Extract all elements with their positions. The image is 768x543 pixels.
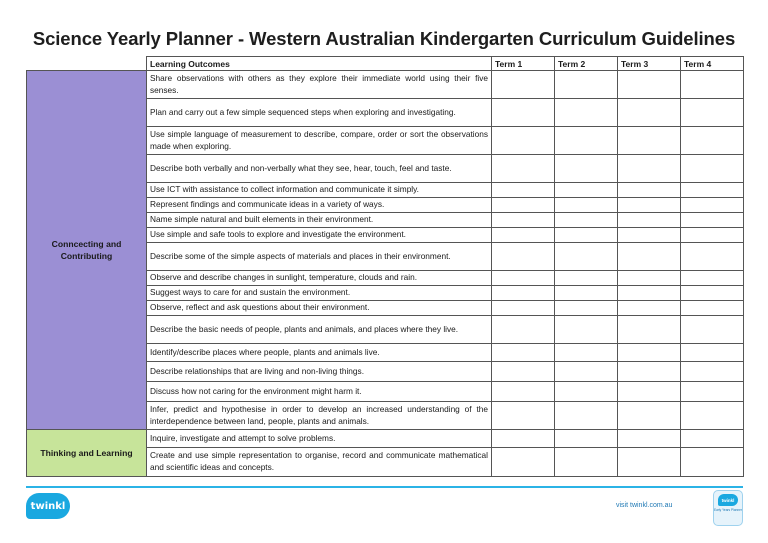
term-cell[interactable] xyxy=(555,99,618,127)
term-cell[interactable] xyxy=(492,127,555,155)
header-blank-cell xyxy=(27,57,147,71)
term-cell[interactable] xyxy=(681,71,744,99)
term-cell[interactable] xyxy=(618,71,681,99)
outcome-cell: Create and use simple representation to organise, record and communicate mathematical and scientific ideas and concepts. xyxy=(147,448,492,477)
term-cell[interactable] xyxy=(618,228,681,243)
term-cell[interactable] xyxy=(681,228,744,243)
term-cell[interactable] xyxy=(681,301,744,316)
header-term-3: Term 3 xyxy=(618,57,681,71)
term-cell[interactable] xyxy=(492,183,555,198)
outcome-cell: Use simple language of measurement to describe, compare, order or sort the observations made when exploring. xyxy=(147,127,492,155)
outcome-cell: Describe some of the simple aspects of materials and places in their environment. xyxy=(147,243,492,271)
term-cell[interactable] xyxy=(555,344,618,362)
term-cell[interactable] xyxy=(681,402,744,430)
term-cell[interactable] xyxy=(618,382,681,402)
planner-table xyxy=(26,56,744,477)
header-term-1: Term 1 xyxy=(492,57,555,71)
term-cell[interactable] xyxy=(555,362,618,382)
term-cell[interactable] xyxy=(681,362,744,382)
term-cell[interactable] xyxy=(492,155,555,183)
outcome-cell: Describe relationships that are living and non-living things. xyxy=(147,362,492,382)
term-cell[interactable] xyxy=(492,402,555,430)
term-cell[interactable] xyxy=(618,316,681,344)
outcome-cell: Describe the basic needs of people, plants and animals, and places where they live. xyxy=(147,316,492,344)
term-cell[interactable] xyxy=(618,198,681,213)
badge-caption: Early Years Planner xyxy=(714,508,742,512)
term-cell[interactable] xyxy=(555,198,618,213)
term-cell[interactable] xyxy=(492,286,555,301)
logo-text: twinkl xyxy=(30,500,66,512)
category-cell: Conncecting and Contributing xyxy=(27,71,147,430)
term-cell[interactable] xyxy=(492,243,555,271)
outcome-cell: Inquire, investigate and attempt to solve problems. xyxy=(147,430,492,448)
term-cell[interactable] xyxy=(555,213,618,228)
outcome-cell: Plan and carry out a few simple sequenced steps when exploring and investigating. xyxy=(147,99,492,127)
term-cell[interactable] xyxy=(555,183,618,198)
header-row xyxy=(27,57,744,71)
header-learning-outcomes: Learning Outcomes xyxy=(147,57,492,71)
term-cell[interactable] xyxy=(618,286,681,301)
term-cell[interactable] xyxy=(618,99,681,127)
term-cell[interactable] xyxy=(555,71,618,99)
term-cell[interactable] xyxy=(681,243,744,271)
term-cell[interactable] xyxy=(492,382,555,402)
term-cell[interactable] xyxy=(618,402,681,430)
term-cell[interactable] xyxy=(681,286,744,301)
term-cell[interactable] xyxy=(618,430,681,448)
term-cell[interactable] xyxy=(555,448,618,477)
term-cell[interactable] xyxy=(618,213,681,228)
term-cell[interactable] xyxy=(492,99,555,127)
term-cell[interactable] xyxy=(492,71,555,99)
term-cell[interactable] xyxy=(618,448,681,477)
badge-logo: twinkl xyxy=(718,494,738,506)
outcome-cell: Name simple natural and built elements in their environment. xyxy=(147,213,492,228)
term-cell[interactable] xyxy=(555,243,618,271)
term-cell[interactable] xyxy=(492,362,555,382)
page-title: Science Yearly Planner - Western Australian Kindergarten Curriculum Guidelines xyxy=(32,28,736,49)
table-row xyxy=(27,430,744,448)
term-cell[interactable] xyxy=(681,382,744,402)
outcome-cell: Share observations with others as they explore their immediate world using their five senses. xyxy=(147,71,492,99)
outcome-cell: Discuss how not caring for the environment might harm it. xyxy=(147,382,492,402)
term-cell[interactable] xyxy=(681,127,744,155)
term-cell[interactable] xyxy=(555,382,618,402)
term-cell[interactable] xyxy=(555,155,618,183)
term-cell[interactable] xyxy=(555,316,618,344)
term-cell[interactable] xyxy=(618,271,681,286)
term-cell[interactable] xyxy=(681,99,744,127)
outcome-cell: Infer, predict and hypothesise in order to develop an increased understanding of the interdependence between land, people, plants and animals. xyxy=(147,402,492,430)
outcome-cell: Represent findings and communicate ideas in a variety of ways. xyxy=(147,198,492,213)
term-cell[interactable] xyxy=(618,362,681,382)
outcome-cell: Observe and describe changes in sunlight, temperature, clouds and rain. xyxy=(147,271,492,286)
term-cell[interactable] xyxy=(681,271,744,286)
term-cell[interactable] xyxy=(618,127,681,155)
category-cell: Thinking and Learning xyxy=(27,430,147,477)
term-cell[interactable] xyxy=(492,448,555,477)
outcome-cell: Identify/describe places where people, plants and animals live. xyxy=(147,344,492,362)
term-cell[interactable] xyxy=(492,316,555,344)
term-cell[interactable] xyxy=(681,448,744,477)
outcome-cell: Observe, reflect and ask questions about their environment. xyxy=(147,301,492,316)
outcome-cell: Use simple and safe tools to explore and investigate the environment. xyxy=(147,228,492,243)
term-cell[interactable] xyxy=(618,155,681,183)
footer-divider xyxy=(26,486,743,488)
header-term-4: Term 4 xyxy=(681,57,744,71)
table-row xyxy=(27,71,744,99)
term-cell[interactable] xyxy=(555,286,618,301)
term-cell[interactable] xyxy=(555,301,618,316)
term-cell[interactable] xyxy=(492,271,555,286)
term-cell[interactable] xyxy=(681,155,744,183)
term-cell[interactable] xyxy=(618,301,681,316)
term-cell[interactable] xyxy=(492,301,555,316)
term-cell[interactable] xyxy=(555,430,618,448)
term-cell[interactable] xyxy=(555,228,618,243)
term-cell[interactable] xyxy=(555,402,618,430)
term-cell[interactable] xyxy=(555,271,618,286)
term-cell[interactable] xyxy=(492,344,555,362)
term-cell[interactable] xyxy=(492,430,555,448)
term-cell[interactable] xyxy=(618,243,681,271)
outcome-cell: Use ICT with assistance to collect information and communicate it simply. xyxy=(147,183,492,198)
term-cell[interactable] xyxy=(681,316,744,344)
header-term-2: Term 2 xyxy=(555,57,618,71)
outcome-cell: Describe both verbally and non-verbally what they see, hear, touch, feel and taste. xyxy=(147,155,492,183)
term-cell[interactable] xyxy=(681,430,744,448)
term-cell[interactable] xyxy=(492,228,555,243)
term-cell[interactable] xyxy=(681,344,744,362)
term-cell[interactable] xyxy=(492,198,555,213)
term-cell[interactable] xyxy=(681,198,744,213)
twinkl-logo xyxy=(26,493,70,519)
term-cell[interactable] xyxy=(492,213,555,228)
term-cell[interactable] xyxy=(555,127,618,155)
early-years-badge xyxy=(713,490,743,526)
outcome-cell: Suggest ways to care for and sustain the environment. xyxy=(147,286,492,301)
term-cell[interactable] xyxy=(681,213,744,228)
term-cell[interactable] xyxy=(618,344,681,362)
visit-link[interactable]: visit twinkl.com.au xyxy=(616,502,673,509)
term-cell[interactable] xyxy=(681,183,744,198)
term-cell[interactable] xyxy=(618,183,681,198)
